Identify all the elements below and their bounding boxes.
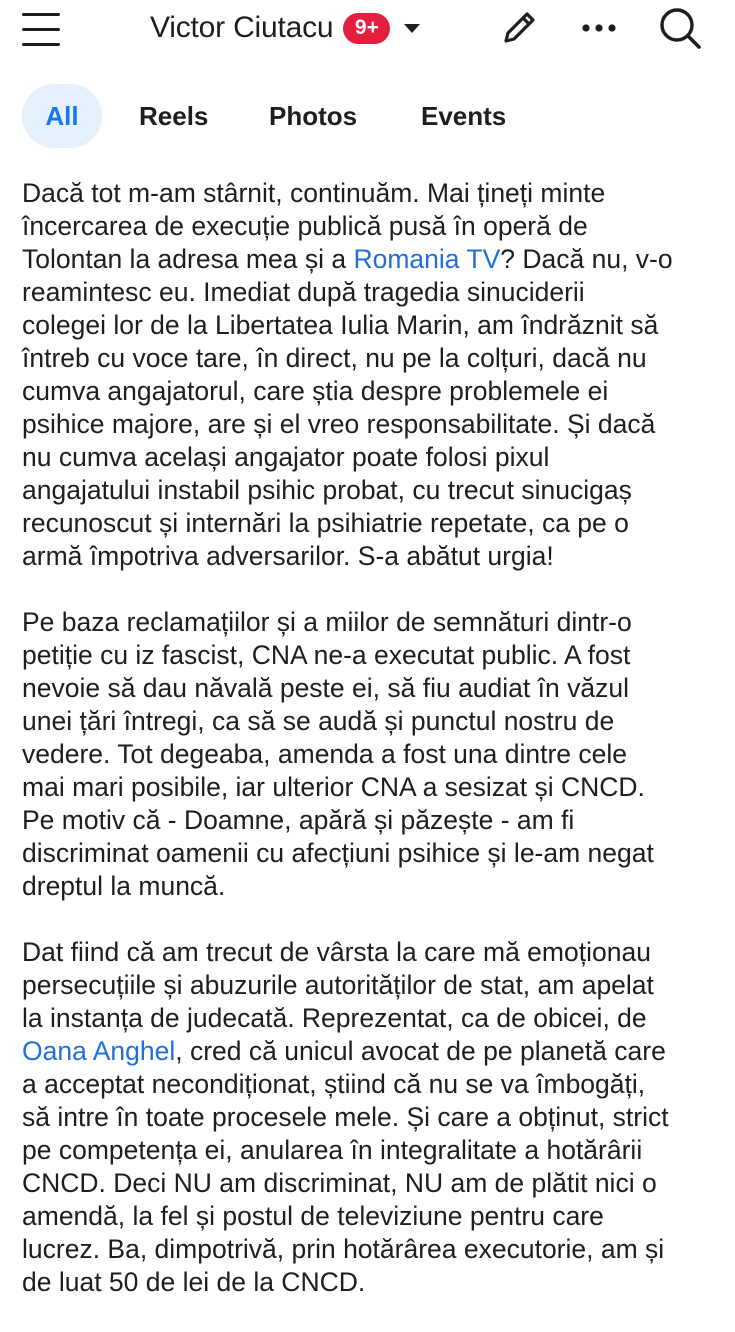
text-line: colegei lor de la Libertatea Iulia Marin, am îndrăznit să: [22, 310, 659, 340]
text-line: angajatului instabil psihic probat, cu trecut sinucigaș: [22, 475, 632, 505]
text-line: de luat 50 de lei de la CNCD.: [22, 1267, 366, 1297]
top-bar: [0, 0, 735, 60]
text-line: unei țări întregi, ca să se audă și punctul nostru de: [22, 706, 615, 736]
tab-all[interactable]: All: [22, 84, 102, 148]
text-segment: ? Dacă nu, v-o: [500, 244, 673, 274]
tab-reels[interactable]: Reels: [139, 100, 209, 131]
text-segment: Tolontan la adresa mea și a: [22, 244, 354, 274]
text-line: nevoie să dau năvală peste ei, să fiu audiat în văzul: [22, 673, 629, 703]
text-line: cumva angajatorul, care știa despre problemele ei: [22, 376, 609, 406]
text-line: încercarea de execuție publică pusă în operă de: [22, 211, 588, 241]
text-line: petiție cu iz fascist, CNA ne-a executat public. A fost: [22, 640, 631, 670]
text-line: să intre în toate procesele mele. Și care a obținut, strict: [22, 1102, 669, 1132]
post-paragraph: [22, 177, 717, 573]
post-text: [22, 177, 717, 1332]
more-options-icon[interactable]: [579, 14, 619, 42]
link-oana-anghel[interactable]: Oana Anghel: [22, 1036, 176, 1066]
text-line: CNCD. Deci NU am discriminat, NU am de plătit nici o: [22, 1168, 657, 1198]
post-paragraph: [22, 606, 717, 903]
profile-name: Victor Ciutacu: [150, 11, 334, 44]
search-icon[interactable]: [656, 4, 704, 52]
tab-photos[interactable]: Photos: [269, 100, 358, 131]
text-line: Dacă tot m-am stârnit, continuăm. Mai țineți minte: [22, 178, 606, 208]
edit-pencil-icon[interactable]: [497, 6, 541, 50]
text-line: nu cumva același angajator poate folosi pixul: [22, 442, 550, 472]
text-line: mai mari posibile, iar ulterior CNA a sesizat și CNCD.: [22, 772, 645, 802]
text-line: Pe baza reclamațiilor și a miilor de semnături dintr-o: [22, 607, 632, 637]
text-line: a acceptat necondiționat, știind că nu se va îmbogăți,: [22, 1069, 646, 1099]
text-line: recunoscut și internări la psihiatrie repetate, ca pe o: [22, 508, 629, 538]
text-line: amendă, la fel și postul de televiziune pentru care: [22, 1201, 604, 1231]
text-line: reamintesc eu. Imediat după tragedia sinuciderii: [22, 277, 585, 307]
text-line: [22, 1035, 717, 1068]
text-line: discriminat oamenii cu afecțiuni psihice și le-am negat: [22, 838, 654, 868]
text-line: armă împotriva adversarilor. S-a abătut urgia!: [22, 541, 554, 571]
chevron-down-icon: [404, 24, 420, 33]
text-line: pe competența ei, anularea în integralitate a hotărârii: [22, 1135, 643, 1165]
text-line: persecuțiile și abuzurile autorităților de stat, am apelat: [22, 970, 654, 1000]
text-line: Dat fiind că am trecut de vârsta la care mă emoționau: [22, 937, 651, 967]
text-line: Pe motiv că - Doamne, apără și păzește - am fi: [22, 805, 575, 835]
menu-icon[interactable]: [22, 11, 60, 47]
link-romania-tv[interactable]: Romania TV: [353, 244, 501, 274]
text-line: la instanța de judecată. Reprezentat, ca de obicei, de: [22, 1003, 647, 1033]
tab-events[interactable]: Events: [421, 100, 507, 131]
text-line: dreptul la muncă.: [22, 871, 226, 901]
post-paragraph: [22, 936, 717, 1299]
notification-badge: 9+: [343, 13, 390, 44]
profile-switcher[interactable]: [150, 8, 420, 48]
text-line: întreb cu voce tare, în direct, nu pe la colțuri, dacă nu: [22, 343, 647, 373]
text-line: [22, 243, 717, 276]
text-line: vedere. Tot degeaba, amenda a fost una dintre cele: [22, 739, 628, 769]
text-line: psihice majore, are și el vreo responsabilitate. Și dacă: [22, 409, 656, 439]
text-line: lucrez. Ba, dimpotrivă, prin hotărârea executorie, am și: [22, 1234, 665, 1264]
text-segment: , cred că unicul avocat de pe planetă care: [175, 1036, 666, 1066]
